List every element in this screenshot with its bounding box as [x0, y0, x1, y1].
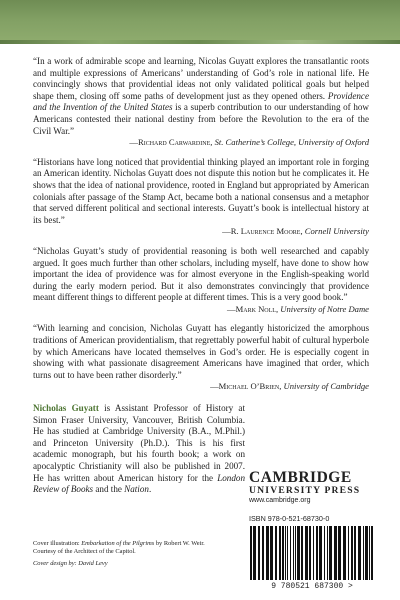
blurb-author: —R. Laurence Moore,: [222, 226, 303, 237]
blurb-text: “Historians have long noticed that providential thinking played an important role in forging an American identity. Nicholas Guyatt does not dispute this notion but he complicates it. He shows that the idea of national providence, rooted in England but appropriated by American colonials after passage of the Stamp Act, became both a national consensus and a metaphor that served different political and sectional interests. Guyatt’s book is intellectual history at its best.”: [33, 156, 369, 225]
barcode-bar: [270, 526, 273, 580]
author-bio-text: is Assistant Professor of History at Simon Fraser University, Vancouver, British Columbia. He has studied at Cambridge University (B.A., M.Phil.) and Princeton University (Ph.D.). This is his first academic monograph, but his fourth book; a work on apocalyptic Christianity will also be published in 2007. He has written about American history for the: [33, 403, 245, 483]
barcode-bar: [363, 526, 364, 580]
back-cover-text: [33, 56, 369, 496]
publication-name: Nation: [124, 484, 149, 495]
barcode-bar: [305, 526, 308, 580]
blurb-attribution: [33, 226, 369, 238]
barcode-bar: [319, 526, 322, 580]
blurb-affiliation: University of Notre Dame: [280, 303, 369, 314]
illustration-credit: [33, 540, 233, 548]
cover-credits: [33, 540, 233, 568]
barcode-bar: [329, 526, 332, 580]
blurb-obrien: [33, 323, 369, 393]
author-bio: [33, 403, 245, 496]
publication-name: London Review of Books: [33, 472, 245, 495]
barcode-bar: [324, 526, 325, 580]
barcode-bar: [253, 526, 256, 580]
design-credit: [33, 560, 233, 568]
publisher-logo: [249, 470, 374, 504]
illustration-artist: by Robert W. Weir.: [154, 540, 205, 547]
blurb-attribution: [33, 304, 369, 316]
barcode-bar: [358, 526, 361, 580]
blurb-author: —Michael O’Brien,: [210, 381, 282, 392]
blurb-text: “With learning and concision, Nicholas Guyatt has elegantly historicized the amorphous traditions of American providentialism, that regrettably powerful habit of cultural hyperbole by which Americans have located themselves in God’s order. He is especially cogent in showing with what passionate disagreement Americans have imagined that order, which turns out to have been rather disorderly.”: [33, 323, 369, 380]
barcode-bar: [287, 526, 288, 580]
barcode-bars: [246, 524, 378, 582]
blurb-carwardine: [33, 56, 369, 149]
blurb-moore: [33, 157, 369, 238]
barcode-bar: [313, 526, 314, 580]
blurb-noll: [33, 246, 369, 316]
author-name: Nicholas Guyatt: [33, 403, 99, 414]
publisher-name: CAMBRIDGE: [249, 469, 352, 486]
cover-top-band: [0, 0, 400, 44]
blurb-affiliation: Cornell University: [304, 226, 369, 237]
barcode-bar: [316, 526, 318, 580]
barcode-bar: [327, 526, 328, 580]
barcode-bar: [369, 526, 370, 580]
isbn: ISBN 978-0-521-68730-0: [249, 514, 330, 523]
barcode-bar: [250, 526, 252, 580]
publisher-press: UNIVERSITY PRESS: [249, 485, 361, 496]
book-title: Providence and the Invention of the United States: [33, 90, 369, 113]
barcode-bar: [351, 526, 353, 580]
barcode-bar: [334, 526, 337, 580]
author-bio-end: .: [148, 484, 152, 495]
barcode-bar: [285, 526, 286, 580]
barcode-bar: [262, 526, 264, 580]
blurb-author: —Richard Carwardine,: [129, 137, 213, 148]
barcode-bar: [309, 526, 311, 580]
barcode-bar: [297, 526, 300, 580]
barcode-bar: [343, 526, 346, 580]
barcode-bar: [279, 526, 281, 580]
cover-band-edge: [0, 40, 400, 44]
blurb-affiliation: University of Cambridge: [283, 381, 369, 392]
barcode-bar: [365, 526, 368, 580]
barcode-bar: [290, 526, 291, 580]
blurb-attribution: [33, 381, 369, 393]
blurb-text: [33, 56, 369, 137]
blurb-text: “Nicholas Guyatt’s study of providential reasoning is both well researched and capably argued. It goes much further than other scholars, including myself, have done to show how important the idea of providence was for almost everyone in the English-speaking world during the early modern period. But it also demonstrates convincingly that providence meant different things to different people at different times. This is a very good book.”: [33, 245, 369, 303]
illustration-courtesy: Courtesy of the Architect of the Capitol.: [33, 548, 136, 555]
designer: Cover design by: David Levy: [33, 560, 108, 567]
barcode-bar: [348, 526, 349, 580]
blurb-attribution: [33, 137, 369, 149]
barcode-digits: 9 780521 687300 >: [271, 582, 353, 591]
barcode-bar: [266, 526, 269, 580]
barcode: [246, 524, 378, 582]
blurb-quote: “In a work of admirable scope and learning, Nicolas Guyatt explores the transatlantic roots and multiple expressions of Americans’ understanding of God’s role in national life. He convincingly shows that providential ideas not only validated political goals but helped shape them, closing off some paths of development just as they opened others.: [33, 56, 369, 101]
barcode-bar: [338, 526, 341, 580]
barcode-bar: [293, 526, 294, 580]
publisher-url: www.cambridge.org: [249, 497, 311, 504]
illustration-title: Embarkation of the Pilgrims: [81, 540, 155, 547]
barcode-bar: [275, 526, 277, 580]
barcode-bar: [301, 526, 303, 580]
barcode-bar: [295, 526, 296, 580]
illustration-prefix: Cover illustration:: [33, 540, 82, 547]
barcode-bar: [371, 526, 373, 580]
author-bio-conjunction: and the: [93, 484, 125, 495]
blurb-author: —Mark Noll,: [227, 303, 279, 314]
blurb-affiliation: St. Catherine’s College, University of Oxford: [214, 137, 369, 148]
barcode-bar: [354, 526, 356, 580]
barcode-bar: [258, 526, 260, 580]
blurb-quote-end: is a superb contribution to our understanding of how Americans contested their national destiny from before the Revolution to the era of the Civil War.”: [33, 102, 369, 136]
barcode-bar: [282, 526, 284, 580]
